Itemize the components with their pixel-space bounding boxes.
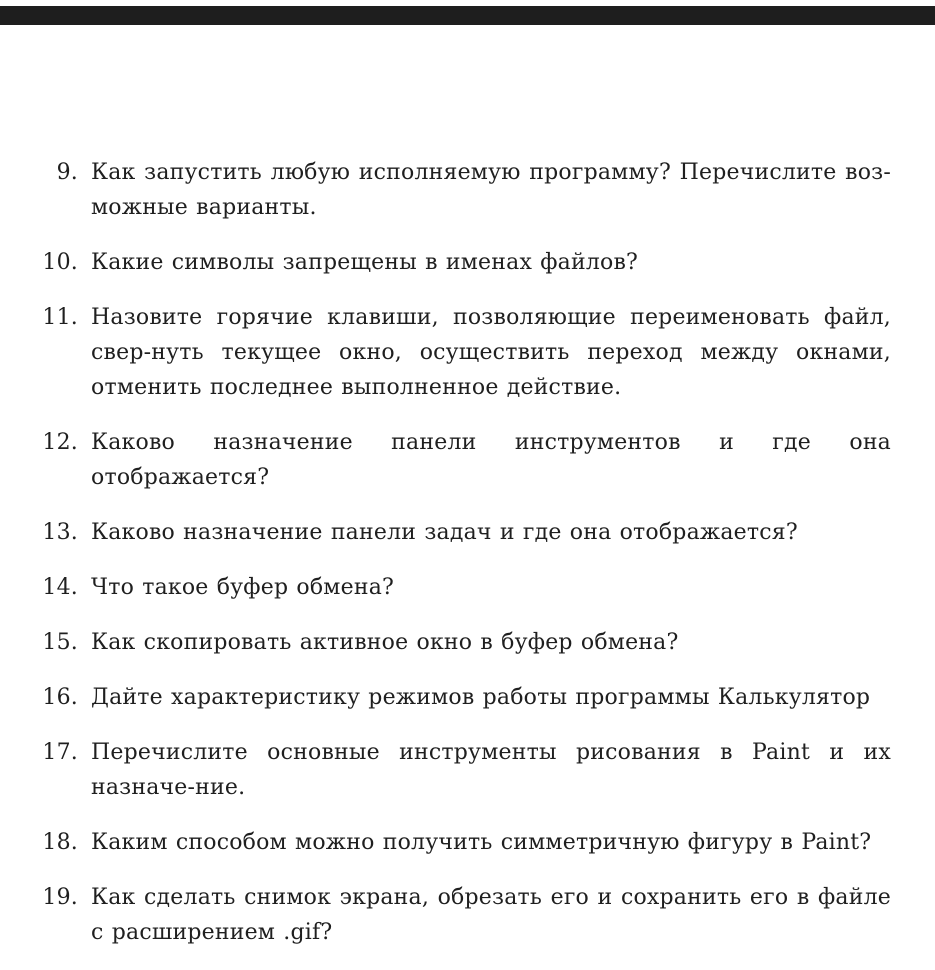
question-text: Перечислите основные инструменты рисования в Paint и их назначе-ние. [91, 740, 891, 800]
question-text: Каково назначение панели инструментов и где она отображается? [91, 430, 891, 490]
question-number: 15. [42, 630, 78, 655]
question-number: 12. [42, 430, 78, 455]
question-item [0, 825, 935, 860]
question-item [0, 570, 935, 605]
question-item [0, 680, 935, 715]
question-text: Какие символы запрещены в именах файлов? [91, 250, 639, 275]
question-item [0, 300, 935, 405]
question-text: Как скопировать активное окно в буфер обмена? [91, 630, 679, 655]
question-list [0, 155, 935, 970]
question-number: 16. [42, 685, 78, 710]
question-item [0, 245, 935, 280]
question-item [0, 735, 935, 805]
question-text: Что такое буфер обмена? [91, 575, 395, 600]
question-number: 10. [42, 250, 78, 275]
question-number: 14. [42, 575, 78, 600]
question-number: 17. [42, 740, 78, 765]
question-text: Как сделать снимок экрана, обрезать его и сохранить его в файле с расширением .gif? [91, 885, 891, 945]
question-text: Назовите горячие клавиши, позволяющие переименовать файл, свер-нуть текущее окно, осуществить переход между окнами, отменить последнее выполненное действие. [91, 305, 891, 400]
question-number: 13. [42, 520, 78, 545]
question-item [0, 625, 935, 660]
question-text: Каким способом можно получить симметричную фигуру в Paint? [91, 830, 872, 855]
question-number: 19. [42, 885, 78, 910]
question-item [0, 515, 935, 550]
question-number: 11. [42, 305, 78, 330]
question-item [0, 880, 935, 950]
question-item [0, 425, 935, 495]
top-dark-bar [0, 6, 935, 25]
question-item [0, 155, 935, 225]
question-text: Как запустить любую исполняемую программу? Перечислите воз-можные варианты. [91, 160, 891, 220]
question-text: Каково назначение панели задач и где она отображается? [91, 520, 798, 545]
question-number: 18. [42, 830, 78, 855]
question-text: Дайте характеристику режимов работы программы Калькулятор [91, 685, 871, 710]
question-number: 9. [56, 160, 78, 185]
